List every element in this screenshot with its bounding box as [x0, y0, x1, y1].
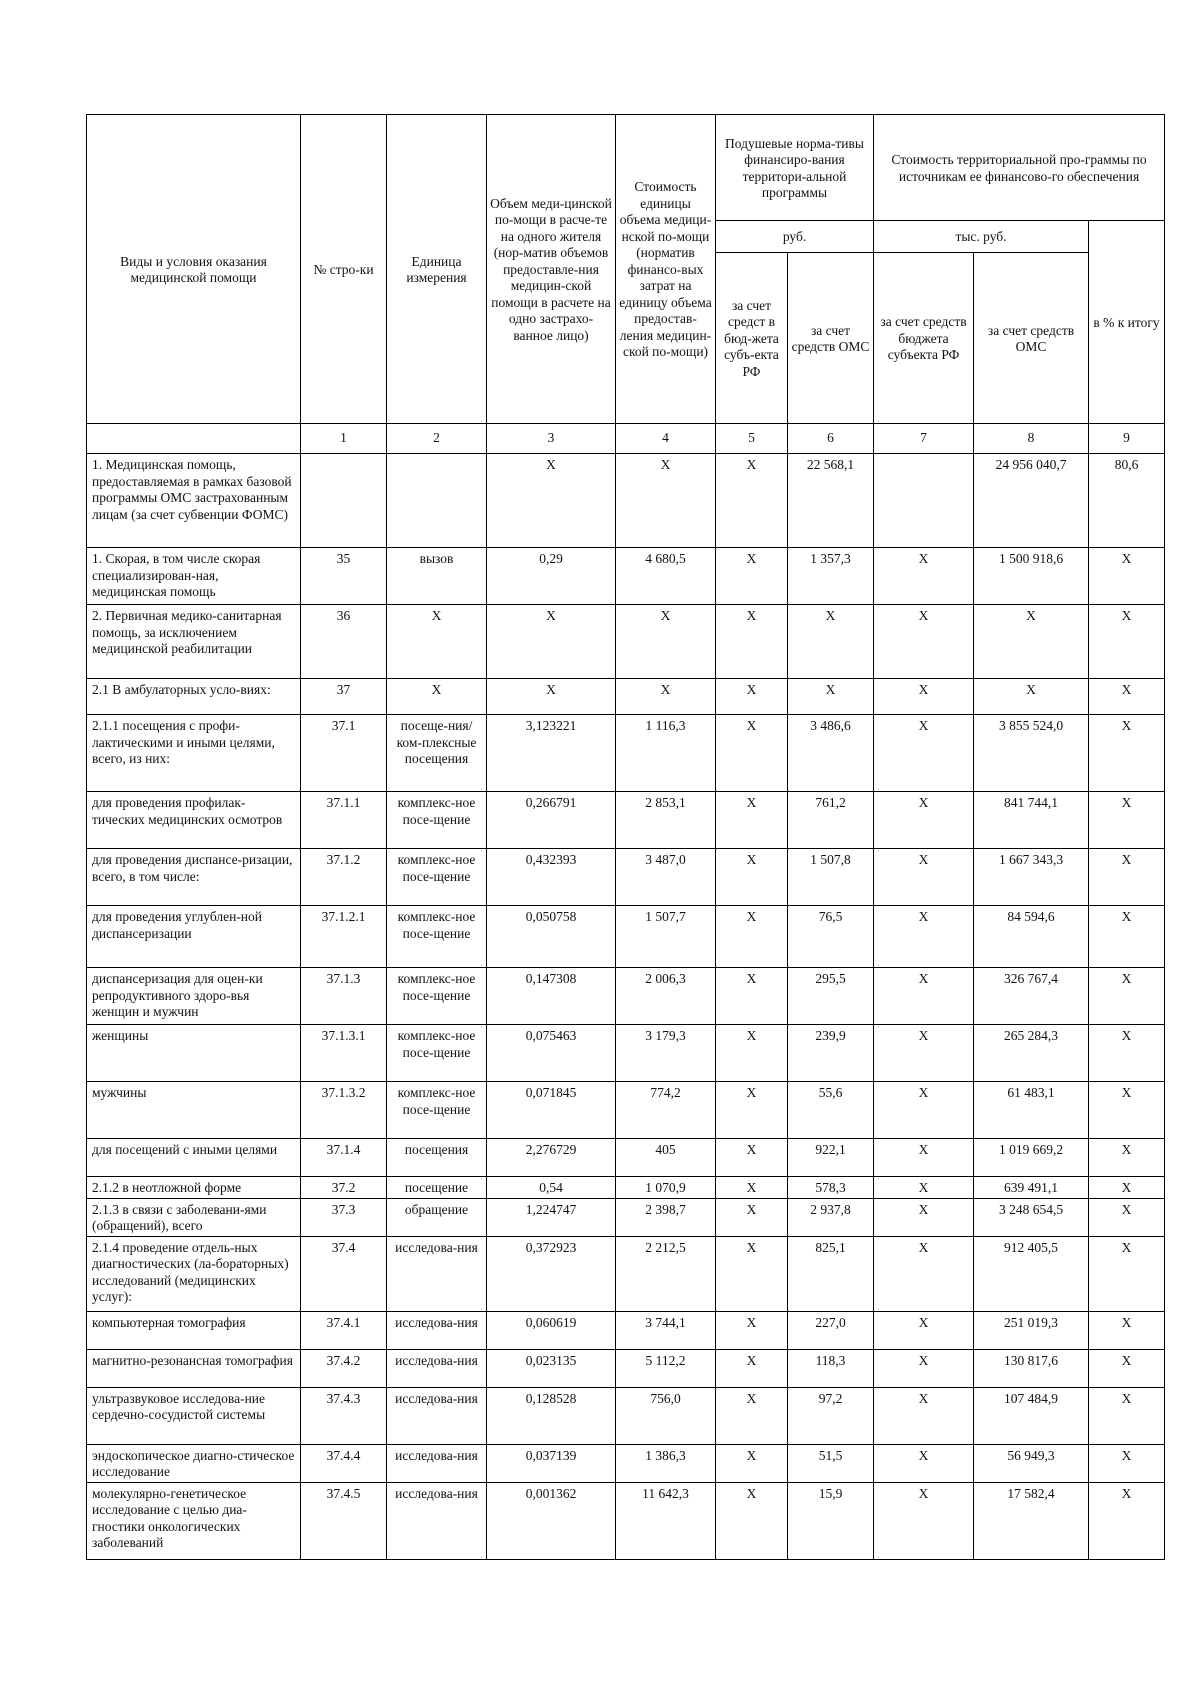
row-name: 2.1 В амбулаторных усло-виях:: [87, 679, 301, 715]
row-unit: вызов: [387, 548, 487, 605]
row-name: мужчины: [87, 1082, 301, 1139]
row-name: компьютерная томография: [87, 1311, 301, 1349]
row-unit-cost: 1 507,7: [616, 906, 716, 968]
row-budget-per-capita: X: [716, 1311, 788, 1349]
col-number: [87, 424, 301, 454]
row-percent: X: [1089, 1198, 1165, 1236]
row-unit: X: [387, 605, 487, 679]
row-budget-cost: X: [874, 906, 974, 968]
row-name: 2.1.3 в связи с заболевани-ями (обращений), всего: [87, 1198, 301, 1236]
table-row: [87, 679, 1165, 715]
table-row: [87, 1482, 1165, 1559]
row-budget-per-capita: X: [716, 1387, 788, 1444]
row-budget-cost: X: [874, 1349, 974, 1387]
row-percent: X: [1089, 1177, 1165, 1199]
row-unit: исследова-ния: [387, 1482, 487, 1559]
row-oms-per-capita: 922,1: [788, 1139, 874, 1177]
row-oms-per-capita: 118,3: [788, 1349, 874, 1387]
header-c7: за счет средств бюджета субъекта РФ: [874, 253, 974, 424]
row-unit: комплекс-ное посе-щение: [387, 792, 487, 849]
row-number: 37: [301, 679, 387, 715]
row-oms-cost: 56 949,3: [974, 1444, 1089, 1482]
row-unit-cost: 774,2: [616, 1082, 716, 1139]
row-name: для проведения диспансе-ризации, всего, в том числе:: [87, 849, 301, 906]
header-thous-rub: тыс. руб.: [874, 221, 1089, 253]
row-unit-cost: 3 487,0: [616, 849, 716, 906]
row-unit: комплекс-ное посе-щение: [387, 849, 487, 906]
row-budget-cost: X: [874, 1177, 974, 1199]
header-unit-cost: Стоимость единицы объема медици-нской по-мощи (норматив финансо-вых затрат на единицу объема предостав-ления медицин-ской по-мощи): [616, 115, 716, 424]
row-budget-cost: X: [874, 1082, 974, 1139]
row-budget-cost: X: [874, 1025, 974, 1082]
row-percent: X: [1089, 1025, 1165, 1082]
row-budget-per-capita: X: [716, 1444, 788, 1482]
col-number: 3: [487, 424, 616, 454]
row-number: 37.1: [301, 715, 387, 792]
row-volume: 3,123221: [487, 715, 616, 792]
row-unit: исследова-ния: [387, 1236, 487, 1311]
row-oms-cost: X: [974, 679, 1089, 715]
col-number: 9: [1089, 424, 1165, 454]
row-oms-cost: 3 855 524,0: [974, 715, 1089, 792]
row-budget-cost: X: [874, 1444, 974, 1482]
row-oms-per-capita: 239,9: [788, 1025, 874, 1082]
row-oms-cost: 326 767,4: [974, 968, 1089, 1025]
row-volume: 0,001362: [487, 1482, 616, 1559]
row-oms-cost: 61 483,1: [974, 1082, 1089, 1139]
row-budget-cost: X: [874, 1139, 974, 1177]
table-row: [87, 548, 1165, 605]
row-unit: исследова-ния: [387, 1311, 487, 1349]
table-row: [87, 1082, 1165, 1139]
table-row: [87, 454, 1165, 548]
row-budget-per-capita: X: [716, 454, 788, 548]
row-number: [301, 454, 387, 548]
header-row-number: № стро-ки: [301, 115, 387, 424]
row-percent: X: [1089, 605, 1165, 679]
header-c5: за счет средст в бюд-жета субъ-екта РФ: [716, 253, 788, 424]
row-percent: X: [1089, 1311, 1165, 1349]
header-program-cost: Стоимость территориальной про-граммы по источникам ее финансово-го обеспечения: [874, 115, 1165, 221]
row-name: ультразвуковое исследова-ние сердечно-сосудистой системы: [87, 1387, 301, 1444]
row-percent: X: [1089, 1082, 1165, 1139]
row-oms-per-capita: 55,6: [788, 1082, 874, 1139]
row-budget-per-capita: X: [716, 849, 788, 906]
row-name: для проведения углублен-ной диспансеризации: [87, 906, 301, 968]
col-number: 2: [387, 424, 487, 454]
row-unit-cost: 756,0: [616, 1387, 716, 1444]
row-percent: X: [1089, 1236, 1165, 1311]
row-unit-cost: 1 386,3: [616, 1444, 716, 1482]
header-volume: Объем меди-цинской по-мощи в расче-те на одного жителя (нор-матив объемов предоставле-ния медицин-ской помощи в расчете на одно застрахо-ванное лицо): [487, 115, 616, 424]
row-unit-cost: 405: [616, 1139, 716, 1177]
row-percent: X: [1089, 792, 1165, 849]
row-volume: 2,276729: [487, 1139, 616, 1177]
row-oms-cost: 1 019 669,2: [974, 1139, 1089, 1177]
row-name: для проведения профилак-тических медицинских осмотров: [87, 792, 301, 849]
row-budget-per-capita: X: [716, 605, 788, 679]
row-budget-per-capita: X: [716, 1236, 788, 1311]
row-budget-cost: X: [874, 548, 974, 605]
row-budget-cost: X: [874, 849, 974, 906]
row-oms-cost: 912 405,5: [974, 1236, 1089, 1311]
row-budget-per-capita: X: [716, 1082, 788, 1139]
row-unit-cost: 2 853,1: [616, 792, 716, 849]
row-unit: исследова-ния: [387, 1349, 487, 1387]
row-unit: исследова-ния: [387, 1444, 487, 1482]
row-budget-cost: X: [874, 968, 974, 1025]
row-name: женщины: [87, 1025, 301, 1082]
row-oms-cost: 841 744,1: [974, 792, 1089, 849]
row-volume: X: [487, 454, 616, 548]
row-unit: [387, 454, 487, 548]
row-budget-per-capita: X: [716, 715, 788, 792]
row-number: 37.1.3.2: [301, 1082, 387, 1139]
row-number: 37.4.5: [301, 1482, 387, 1559]
col-number: 8: [974, 424, 1089, 454]
table-row: [87, 605, 1165, 679]
row-budget-cost: X: [874, 1198, 974, 1236]
row-budget-cost: [874, 454, 974, 548]
row-unit: посеще-ния/ ком-плексные посещения: [387, 715, 487, 792]
header-c6: за счет средств ОМС: [788, 253, 874, 424]
row-percent: X: [1089, 1387, 1165, 1444]
row-volume: 0,071845: [487, 1082, 616, 1139]
row-percent: X: [1089, 968, 1165, 1025]
row-budget-cost: X: [874, 1236, 974, 1311]
row-unit-cost: X: [616, 454, 716, 548]
row-unit: посещение: [387, 1177, 487, 1199]
row-budget-per-capita: X: [716, 1482, 788, 1559]
row-budget-cost: X: [874, 715, 974, 792]
row-budget-cost: X: [874, 679, 974, 715]
row-oms-cost: 1 500 918,6: [974, 548, 1089, 605]
row-oms-per-capita: X: [788, 605, 874, 679]
col-number: 7: [874, 424, 974, 454]
table-row: [87, 849, 1165, 906]
col-number: 6: [788, 424, 874, 454]
table-row: [87, 906, 1165, 968]
row-name: 2.1.2 в неотложной форме: [87, 1177, 301, 1199]
table-row: [87, 1236, 1165, 1311]
row-number: 36: [301, 605, 387, 679]
row-number: 37.4.3: [301, 1387, 387, 1444]
table-row: [87, 1198, 1165, 1236]
row-budget-cost: X: [874, 1311, 974, 1349]
row-volume: 0,29: [487, 548, 616, 605]
row-volume: 0,037139: [487, 1444, 616, 1482]
row-number: 37.1.2.1: [301, 906, 387, 968]
row-volume: 0,266791: [487, 792, 616, 849]
row-unit: X: [387, 679, 487, 715]
table-body: [87, 454, 1165, 1560]
row-oms-per-capita: 3 486,6: [788, 715, 874, 792]
row-number: 37.1.4: [301, 1139, 387, 1177]
row-unit-cost: 3 744,1: [616, 1311, 716, 1349]
row-percent: X: [1089, 1482, 1165, 1559]
row-oms-per-capita: 578,3: [788, 1177, 874, 1199]
table-row: [87, 715, 1165, 792]
header-types: Виды и условия оказания медицинской помощи: [87, 115, 301, 424]
col-number: 4: [616, 424, 716, 454]
row-budget-per-capita: X: [716, 1139, 788, 1177]
row-volume: 0,432393: [487, 849, 616, 906]
row-number: 37.3: [301, 1198, 387, 1236]
row-unit-cost: 3 179,3: [616, 1025, 716, 1082]
table-row: [87, 1139, 1165, 1177]
row-budget-per-capita: X: [716, 906, 788, 968]
row-oms-cost: 251 019,3: [974, 1311, 1089, 1349]
row-number: 37.4.1: [301, 1311, 387, 1349]
row-percent: X: [1089, 906, 1165, 968]
row-percent: X: [1089, 548, 1165, 605]
row-oms-cost: 639 491,1: [974, 1177, 1089, 1199]
row-unit: комплекс-ное посе-щение: [387, 968, 487, 1025]
row-name: 1. Скорая, в том числе скорая специализирован-ная, медицинская помощь: [87, 548, 301, 605]
row-unit: исследова-ния: [387, 1387, 487, 1444]
row-oms-cost: 130 817,6: [974, 1349, 1089, 1387]
col-number: 1: [301, 424, 387, 454]
row-volume: X: [487, 679, 616, 715]
row-volume: 0,060619: [487, 1311, 616, 1349]
row-percent: X: [1089, 849, 1165, 906]
row-budget-per-capita: X: [716, 968, 788, 1025]
row-name: эндоскопическое диагно-стическое исследование: [87, 1444, 301, 1482]
row-budget-per-capita: X: [716, 1025, 788, 1082]
row-oms-per-capita: 227,0: [788, 1311, 874, 1349]
row-name: 1. Медицинская помощь, предоставляемая в рамках базовой программы ОМС застрахованным лицам (за счет субвенции ФОМС): [87, 454, 301, 548]
row-budget-cost: X: [874, 1482, 974, 1559]
row-number: 35: [301, 548, 387, 605]
table-header: [87, 115, 1165, 454]
header-unit: Единица измерения: [387, 115, 487, 424]
header-c8: за счет средств ОМС: [974, 253, 1089, 424]
row-name: 2.1.1 посещения с профи-лактическими и иными целями, всего, из них:: [87, 715, 301, 792]
row-oms-per-capita: 295,5: [788, 968, 874, 1025]
row-oms-per-capita: 76,5: [788, 906, 874, 968]
row-unit-cost: 2 006,3: [616, 968, 716, 1025]
row-oms-per-capita: X: [788, 679, 874, 715]
row-unit: посещения: [387, 1139, 487, 1177]
row-number: 37.1.1: [301, 792, 387, 849]
row-unit: обращение: [387, 1198, 487, 1236]
header-per-capita: Подушевые норма-тивы финансиро-вания территори-альной программы: [716, 115, 874, 221]
header-rub: руб.: [716, 221, 874, 253]
row-oms-per-capita: 2 937,8: [788, 1198, 874, 1236]
col-number: 5: [716, 424, 788, 454]
row-oms-cost: X: [974, 605, 1089, 679]
row-percent: X: [1089, 1139, 1165, 1177]
table-row: [87, 1387, 1165, 1444]
row-budget-cost: X: [874, 792, 974, 849]
row-oms-cost: 265 284,3: [974, 1025, 1089, 1082]
table-row: [87, 1025, 1165, 1082]
row-budget-per-capita: X: [716, 1198, 788, 1236]
row-number: 37.4: [301, 1236, 387, 1311]
header-percent: в % к итогу: [1089, 221, 1165, 424]
row-volume: 0,050758: [487, 906, 616, 968]
row-budget-per-capita: X: [716, 792, 788, 849]
row-budget-per-capita: X: [716, 679, 788, 715]
row-budget-cost: X: [874, 605, 974, 679]
row-name: диспансеризация для оцен-ки репродуктивного здоро-вья женщин и мужчин: [87, 968, 301, 1025]
row-number: 37.1.3.1: [301, 1025, 387, 1082]
column-number-row: [87, 424, 1165, 454]
row-budget-cost: X: [874, 1387, 974, 1444]
row-volume: 0,128528: [487, 1387, 616, 1444]
row-percent: 80,6: [1089, 454, 1165, 548]
row-name: молекулярно-генетическое исследование с целью диа-гностики онкологических заболеваний: [87, 1482, 301, 1559]
row-unit-cost: 4 680,5: [616, 548, 716, 605]
row-unit-cost: 11 642,3: [616, 1482, 716, 1559]
row-oms-cost: 1 667 343,3: [974, 849, 1089, 906]
row-oms-per-capita: 51,5: [788, 1444, 874, 1482]
row-percent: X: [1089, 715, 1165, 792]
row-oms-per-capita: 761,2: [788, 792, 874, 849]
row-oms-cost: 17 582,4: [974, 1482, 1089, 1559]
row-volume: 0,54: [487, 1177, 616, 1199]
row-oms-cost: 84 594,6: [974, 906, 1089, 968]
row-number: 37.2: [301, 1177, 387, 1199]
table-row: [87, 968, 1165, 1025]
table-row: [87, 1311, 1165, 1349]
row-number: 37.4.2: [301, 1349, 387, 1387]
document-page: [86, 114, 1164, 1560]
row-oms-per-capita: 15,9: [788, 1482, 874, 1559]
row-unit: комплекс-ное посе-щение: [387, 1025, 487, 1082]
row-oms-cost: 107 484,9: [974, 1387, 1089, 1444]
row-volume: 0,023135: [487, 1349, 616, 1387]
row-number: 37.1.3: [301, 968, 387, 1025]
row-oms-per-capita: 1 357,3: [788, 548, 874, 605]
financing-table: [86, 114, 1165, 1560]
row-percent: X: [1089, 679, 1165, 715]
row-volume: 0,372923: [487, 1236, 616, 1311]
row-name: для посещений с иными целями: [87, 1139, 301, 1177]
row-name: 2. Первичная медико-санитарная помощь, за исключением медицинской реабилитации: [87, 605, 301, 679]
row-budget-per-capita: X: [716, 548, 788, 605]
row-oms-per-capita: 1 507,8: [788, 849, 874, 906]
row-unit-cost: X: [616, 605, 716, 679]
row-unit-cost: 2 398,7: [616, 1198, 716, 1236]
table-row: [87, 1444, 1165, 1482]
row-unit-cost: 5 112,2: [616, 1349, 716, 1387]
row-name: магнитно-резонансная томография: [87, 1349, 301, 1387]
row-volume: 0,075463: [487, 1025, 616, 1082]
row-unit-cost: 1 070,9: [616, 1177, 716, 1199]
row-volume: X: [487, 605, 616, 679]
row-percent: X: [1089, 1349, 1165, 1387]
row-unit: комплекс-ное посе-щение: [387, 906, 487, 968]
row-number: 37.1.2: [301, 849, 387, 906]
row-percent: X: [1089, 1444, 1165, 1482]
row-unit-cost: X: [616, 679, 716, 715]
row-volume: 1,224747: [487, 1198, 616, 1236]
row-unit-cost: 1 116,3: [616, 715, 716, 792]
row-oms-cost: 24 956 040,7: [974, 454, 1089, 548]
table-row: [87, 792, 1165, 849]
row-name: 2.1.4 проведение отдель-ных диагностических (ла-бораторных) исследований (медицинских услуг):: [87, 1236, 301, 1311]
row-unit-cost: 2 212,5: [616, 1236, 716, 1311]
row-oms-per-capita: 825,1: [788, 1236, 874, 1311]
row-budget-per-capita: X: [716, 1349, 788, 1387]
row-unit: комплекс-ное посе-щение: [387, 1082, 487, 1139]
row-number: 37.4.4: [301, 1444, 387, 1482]
table-row: [87, 1349, 1165, 1387]
row-budget-per-capita: X: [716, 1177, 788, 1199]
row-oms-per-capita: 97,2: [788, 1387, 874, 1444]
row-oms-per-capita: 22 568,1: [788, 454, 874, 548]
table-row: [87, 1177, 1165, 1199]
row-volume: 0,147308: [487, 968, 616, 1025]
row-oms-cost: 3 248 654,5: [974, 1198, 1089, 1236]
